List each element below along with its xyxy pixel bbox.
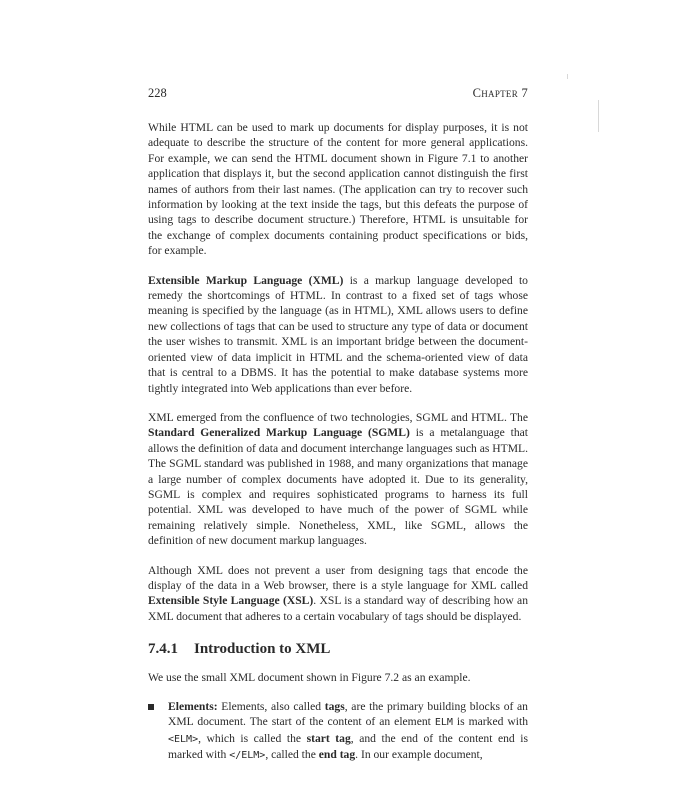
list-text: . In our example document, [355, 748, 483, 762]
list-item-lead: Elements: [168, 700, 218, 713]
page-number: 228 [148, 86, 167, 100]
paragraph-xml-definition [148, 273, 528, 396]
term-xsl: Extensible Style Language (XSL) [148, 594, 314, 608]
term-start-tag: start tag [306, 731, 351, 745]
section-heading [148, 642, 528, 657]
term-sgml: Standard Generalized Markup Language (SGML) [148, 426, 410, 440]
page-header [148, 86, 528, 106]
code-elm: ELM [434, 717, 453, 729]
section-intro [148, 670, 528, 685]
term-xml: Extensible Markup Language (XML) [148, 273, 344, 287]
code-start-tag: <ELM> [168, 733, 199, 745]
list-text: , are the primary building blocks of an XML document. The start of the content of an element [168, 700, 528, 729]
section-title: Introduction to XML [194, 641, 331, 658]
paragraph-xsl [148, 563, 528, 625]
paragraph-text: XML emerged from the confluence of two technologies, SGML and HTML. The [148, 410, 528, 424]
paragraph-text: Although XML does not prevent a user from designing tags that encode the display of the data in a Web browser, there is a style language for XML called [148, 563, 528, 592]
list-text: , and the end of the content end is marked with [168, 731, 528, 762]
code-end-tag: </ELM> [229, 750, 266, 762]
scan-artifact-dot [567, 74, 568, 79]
running-head-chapter: Chapter 7 [472, 86, 528, 100]
section-number: 7.4.1 [148, 641, 178, 658]
bullet-square-icon [148, 704, 154, 710]
term-end-tag: end tag [318, 748, 356, 762]
list-text: is marked with [452, 715, 528, 729]
scan-artifact-line [598, 100, 599, 132]
page-body [148, 120, 528, 764]
paragraph-text: We use the small XML document shown in Figure 7.2 as an example. [148, 670, 471, 684]
paragraph-sgml [148, 410, 528, 549]
list-item-elements [148, 699, 528, 764]
paragraph-html-limitations [148, 120, 528, 259]
list-text: , called the [265, 748, 319, 762]
list-text: , which is called the [198, 731, 307, 745]
paragraph-text: is a markup language developed to remedy the shortcomings of HTML. In contrast to a fixed set of tags whose meaning is specified by the language (as in HTML), XML allows users to define new collections of tags that can be used to structure any type of data or document the user wishes to transmit. XML is an important bridge between the document-oriented view of data implicit in HTML and the schema-oriented view of data that is central to a DBMS. It has the potential to make database systems more tightly integrated into Web applications than ever before. [148, 273, 528, 395]
paragraph-text: While HTML can be used to mark up documents for display purposes, it is not adequate to describe the structure of the content for more general applications. For example, we can send the HTML document shown in Figure 7.1 to another application that displays it, but the second application cannot distinguish the first names of authors from their last names. (The application can try to recover such information by looking at the text inside the tags, but this defeats the purpose of using tags to describe document structure.) Therefore, HTML is unsuitable for the exchange of complex documents containing product specifications or bids, for example. [148, 121, 528, 258]
paragraph-text: is a metalanguage that allows the definition of data and document interchange languages such as HTML. The SGML standard was published in 1988, and many organizations that manage a large number of complex documents have adopted it. Due to its generality, SGML is complex and requires sophisticated programs to harness its full potential. XML was developed to have much of the power of SGML while remaining relatively simple. Nonetheless, XML, like SGML, allows the definition of new document markup languages. [148, 426, 528, 548]
term-tags: tags [324, 700, 345, 713]
list-text: Elements, also called [217, 700, 325, 713]
paragraph-text: . XSL is a standard way of describing how an XML document that adheres to a certain vocabulary of tags should be displayed. [148, 594, 529, 623]
